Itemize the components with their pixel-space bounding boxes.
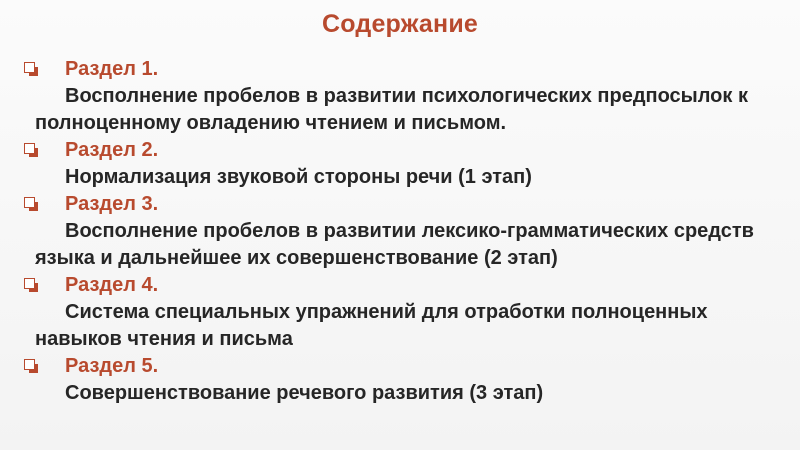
- contents-list: [20, 56, 790, 407]
- section-text: Восполнение пробелов в развитии лексико-грамматических средств языка и дальнейшее их совершенствование (2 этап): [35, 220, 754, 269]
- section-head: [20, 353, 790, 380]
- slide-title: Содержание: [321, 10, 479, 38]
- section-2: [20, 137, 790, 191]
- section-3: [20, 191, 790, 272]
- square-bullet-icon: [24, 197, 35, 208]
- section-label: Раздел 5.: [65, 355, 159, 377]
- section-4: [20, 272, 790, 353]
- square-bullet-icon: [24, 359, 35, 370]
- section-text: Система специальных упражнений для отработки полноценных навыков чтения и письма: [35, 301, 708, 350]
- section-label: Раздел 1.: [65, 58, 159, 80]
- section-label: Раздел 2.: [65, 139, 159, 161]
- section-text: Совершенствование речевого развития (3 этап): [65, 382, 544, 404]
- section-label: Раздел 3.: [65, 193, 159, 215]
- section-text: Восполнение пробелов в развитии психологических предпосылок к полноценному овладению чтением и письмом.: [35, 85, 748, 134]
- section-label: Раздел 4.: [65, 274, 159, 296]
- section-1: [20, 56, 790, 137]
- section-5: [20, 353, 790, 407]
- square-bullet-icon: [24, 62, 35, 73]
- square-bullet-icon: [24, 278, 35, 289]
- square-bullet-icon: [24, 143, 35, 154]
- section-head: [20, 272, 790, 299]
- section-head: [20, 191, 790, 218]
- section-head: [20, 137, 790, 164]
- section-text: Нормализация звуковой стороны речи (1 этап): [65, 166, 532, 188]
- section-head: [20, 56, 790, 83]
